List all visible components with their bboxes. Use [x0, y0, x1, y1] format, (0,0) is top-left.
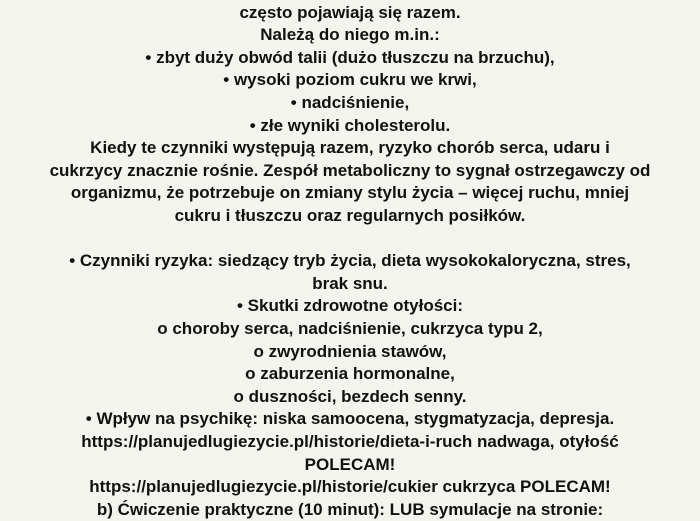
list-item: • Wpływ na psychikę: niska samoocena, stygmatyzacja, depresja.	[85, 409, 615, 429]
link-line[interactable]: https://planujedlugiezycie.pl/historie/cukier cukrzyca POLECAM!	[89, 477, 611, 497]
list-item: • złe wyniki cholesterolu.	[249, 115, 451, 135]
list-item: • Czynniki ryzyka: siedzący tryb życia, dieta wysokokaloryczna, stres,	[69, 251, 631, 271]
sub-list-item: o duszności, bezdech senny.	[233, 386, 467, 406]
list-item: • nadciśnienie,	[290, 93, 410, 113]
text-line: Kiedy te czynniki występują razem, ryzyko chorób serca, udaru i	[90, 138, 610, 158]
text-line: cukru i tłuszczu oraz regularnych posiłków.	[174, 206, 526, 226]
text-line: b) Ćwiczenie praktyczne (10 minut): LUB symulacje na stronie:	[96, 499, 604, 519]
link-line[interactable]: https://planujedlugiezycie.pl/historie/dieta-i-ruch nadwaga, otyłość	[81, 431, 619, 451]
text-line: organizmu, że potrzebuje on zmiany stylu życia – więcej ruchu, mniej	[70, 183, 630, 203]
text-line: POLECAM!	[304, 454, 396, 474]
sub-list-item: o zwyrodnienia stawów,	[253, 341, 447, 361]
text-line: brak snu.	[312, 273, 388, 293]
document-body	[0, 2, 700, 521]
sub-list-item: o choroby serca, nadciśnienie, cukrzyca typu 2,	[157, 319, 543, 338]
list-item: • wysoki poziom cukru we krwi,	[223, 70, 477, 90]
blank-line	[0, 228, 700, 251]
text-line: Należą do niego m.in.:	[260, 25, 440, 45]
text-line: często pojawiają się razem.	[239, 2, 461, 22]
sub-list-item: o zaburzenia hormonalne,	[245, 364, 455, 384]
list-item: • Skutki zdrowotne otyłości:	[236, 296, 464, 316]
list-item: • zbyt duży obwód talii (dużo tłuszczu na brzuchu),	[145, 47, 555, 67]
text-line: cukrzycy znacznie rośnie. Zespół metaboliczny to sygnał ostrzegawczy od	[49, 160, 651, 180]
